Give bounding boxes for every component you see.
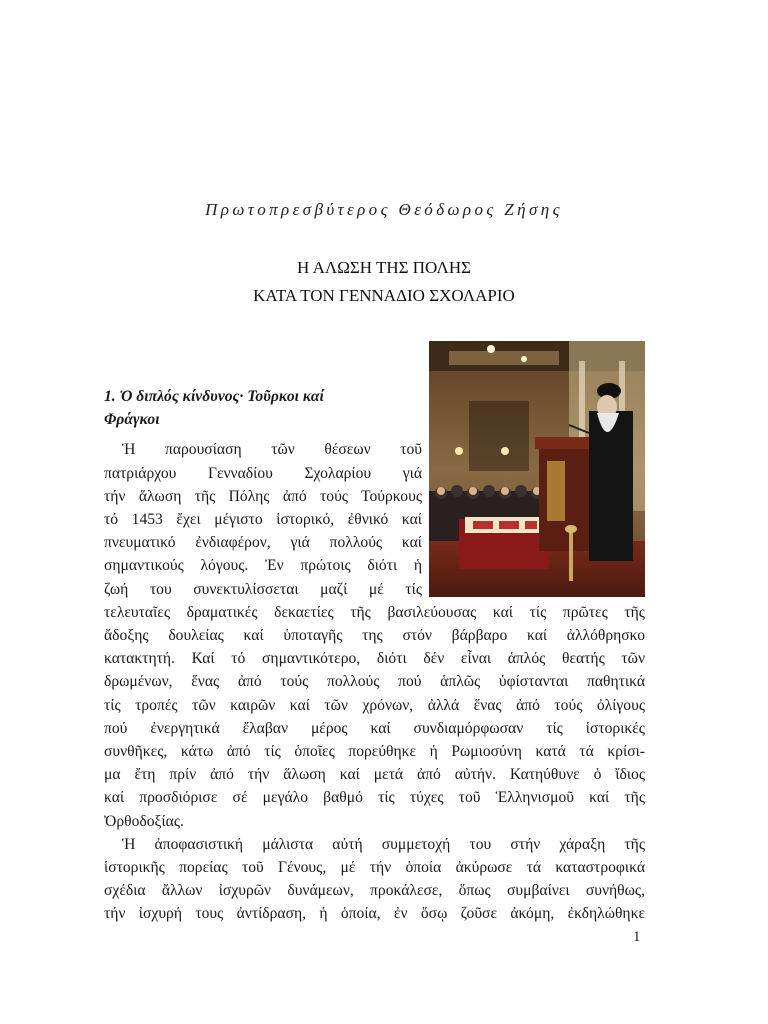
para2-line: σχέδια ἄλλων ἰσχυρῶν δυνάμεων, προκάλεσε, ὅπως συμβαίνει συνήθως, — [104, 882, 645, 900]
title-line-2: ΚΑΤΑ ΤΟΝ ΓΕΝΝΑΔΙΟ ΣΧΟΛΑΡΙΟ — [253, 286, 515, 305]
para1-wide-line: τίς τροπές τῶν καιρῶν καί τῶν χρόνων, ἀλλά ἕνας ἀπό τούς ὀλίγους — [104, 696, 645, 714]
body-text — [104, 385, 645, 926]
para1-wide-line: συνθῆκες, κάτω ἀπό τίς ὁποῖες πορεύθηκε ἡ Ρωμιοσύνη κατά τά κρίσι- — [104, 743, 645, 761]
para1-wide-line: μα ἔτη πρίν ἀπό τήν ἅλωση καί μετά ἀπό αὐτήν. Κατηύθυνε ὁ ἴδιος — [104, 766, 645, 784]
para1-narrow-line: πνευματικό ἐνδιαφέρον, γιά πολλούς καί — [104, 534, 422, 552]
section-heading-line-2: Φράγκοι — [104, 411, 160, 429]
para1-wide-line: κατακτητή. Καί τό σημαντικότερο, διότι δέν εἶναι ἁπλός θεατής τῶν — [104, 650, 645, 668]
para1-narrow-line: τό 1453 ἔχει μέγιστο ἱστορικό, ἐθνικό καί — [104, 511, 422, 529]
para2-line: Ἡ ἀποφασιστική μάλιστα αὐτή συμμετοχή του στήν χάραξη τῆς — [122, 835, 645, 853]
section-heading — [104, 385, 422, 431]
para2-line: τήν ἰσχυρή τους ἀντίδραση, ἡ ὁποία, ἐν ὅσῳ ζοῦσε ἀκόμη, ἐκδηλώθηκε — [104, 905, 645, 923]
para1-wide-line: δρωμένων, ἕνας ἀπό τούς πολλούς πού ἁπλῶς ὑφίστανται παθητικά — [104, 673, 645, 691]
para1-wide-line: τελευταῖες δραματικές δεκαετίες τῆς βασιλεύουσας καί τίς πρῶτες τῆς — [104, 603, 645, 621]
para1-narrow-line: ζωή του συνεκτυλίσσεται μαζί μέ τίς — [104, 580, 422, 598]
para1-wide-line: ἄδοξης δουλείας καί ὑποταγῆς της στόν βάρβαρο καί ἀλλόθρησκο — [104, 627, 645, 645]
para1-wide-line: πού ἐνεργητικά ἔλαβαν μέρος καί συνδιαμόρφωσαν τίς ἱστορικές — [104, 719, 645, 737]
para1-narrow-line: Ἡ παρουσίαση τῶν θέσεων τοῦ — [122, 441, 422, 459]
document-title — [0, 254, 768, 310]
para1-narrow-line: τήν ἅλωση τῆς Πόλης ἀπό τούς Τούρκους — [104, 487, 422, 505]
para1-narrow-line: σημαντικούς λόγους. Ἐν πρώτοις διότι ἡ — [104, 557, 422, 575]
para1-narrow-line: πατριάρχου Γενναδίου Σχολαρίου γιά — [104, 464, 422, 482]
paragraph-2 — [104, 833, 645, 926]
para1-wide-line: Ὀρθοδοξίας. — [104, 812, 184, 830]
paragraph-1 — [104, 438, 645, 832]
author-line: Πρωτοπρεσβύτερος Θεόδωρος Ζήσης — [205, 200, 563, 219]
title-line-1: Η ΑΛΩΣΗ ΤΗΣ ΠΟΛΗΣ — [297, 258, 471, 277]
para2-line: ἱστορικῆς πορείας τοῦ Γένους, μέ τήν ὁποία ἀκύρωσε τά καταστροφικά — [104, 859, 645, 877]
section-heading-line-1: 1. Ὁ διπλός κίνδυνος· Τοῦρκοι καί — [104, 388, 324, 405]
para1-wide-line: καί προσδιόρισε σέ μεγάλο βαθμό τίς τύχες τοῦ Ἑλληνισμοῦ καί τῆς — [104, 789, 645, 807]
page-number: 1 — [633, 929, 641, 945]
